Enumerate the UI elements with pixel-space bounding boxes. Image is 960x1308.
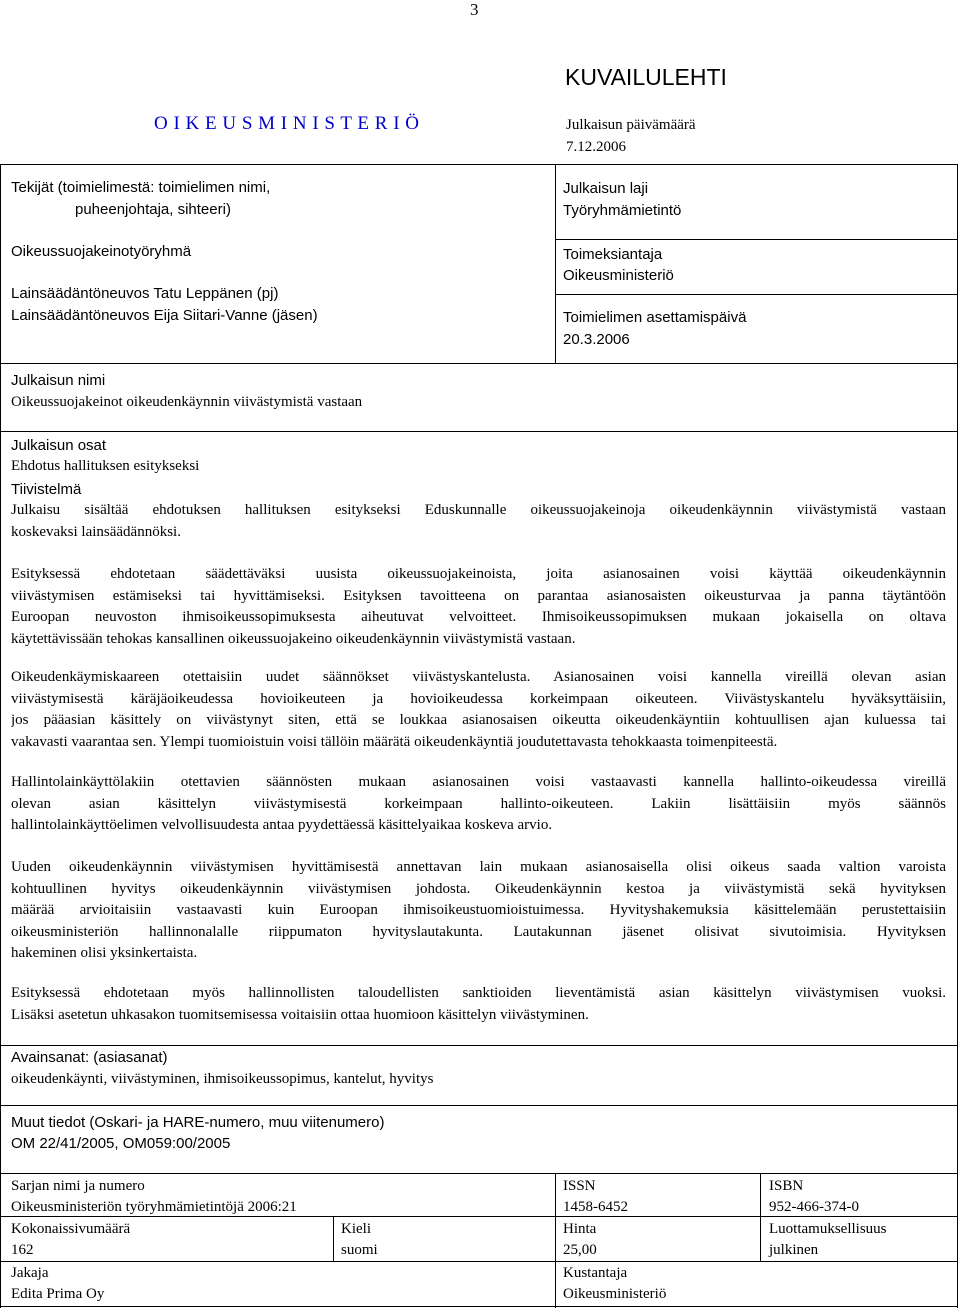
type-label: Julkaisun laji bbox=[563, 180, 649, 197]
abstract-line: käytettävissään tehokas kansallinen oikeussuojakeino oikeudenkäynnin viivästymistä vastaan. bbox=[11, 630, 576, 647]
rule-parts bbox=[0, 431, 958, 432]
doc-type-title: KUVAILULEHTI bbox=[565, 64, 727, 90]
rule-top bbox=[0, 164, 958, 165]
pub-date-label: Julkaisun päivämäärä bbox=[566, 117, 696, 133]
abstract-line: Esityksessä ehdotetaan myös hallinnollisten taloudellisten sanktioiden lieventämistä asian käsittelyn viivästymisen vuoksi. bbox=[11, 985, 946, 1001]
authors-member-2: Lainsäädäntöneuvos Eija Siitari-Vanne (jäsen) bbox=[11, 307, 318, 324]
keywords-value: oikeudenkäynti, viivästyminen, ihmisoikeussopimus, kantelut, hyvitys bbox=[11, 1071, 434, 1087]
abstract-paragraph-1 bbox=[11, 500, 946, 543]
ministry-title: O I K E U S M I N I S T E R I Ö bbox=[154, 113, 420, 134]
abstract-line: hakeminen olisi yksinkertaista. bbox=[11, 945, 198, 961]
page-number: 3 bbox=[470, 0, 479, 19]
type-value: Työryhmämietintö bbox=[563, 202, 682, 219]
abstract-line: viivästymisestä käräjäoikeudessa hovioikeuteen ja hovioikeudessa korkeimpaan oikeuteen. Viivästyskantelu hyväksyttäisiin, bbox=[11, 690, 946, 707]
abstract-line: hallintolainkäyttöelimen velvollisuudesta antaa pyydettäessä käsittelyaikaa koskeva arvio. bbox=[11, 817, 553, 833]
price-value: 25,00 bbox=[563, 1242, 597, 1258]
abstract-line: määrää arvioitaisiin vastaavasti kuin Euroopan ihmisoikeustuomioistuimessa. Hyvityshakemuksia käsittelemään perustettaisiin bbox=[11, 902, 946, 918]
rule-title bbox=[0, 363, 958, 364]
issn-label: ISSN bbox=[563, 1178, 596, 1194]
publisher-value: Oikeusministeriö bbox=[563, 1286, 667, 1302]
isbn-value: 952-466-374-0 bbox=[769, 1199, 859, 1215]
distributor-label: Jakaja bbox=[11, 1265, 49, 1281]
abstract-line: Euroopan neuvoston ihmisoikeussopimuksesta aiheutuvat velvoitteet. Ihmisoikeussopimuksen mukaan jokaisella on oltava bbox=[11, 609, 946, 625]
authors-body: Oikeussuojakeinotyöryhmä bbox=[11, 243, 192, 260]
abstract-line: Lisäksi asetetun uhkasakon tuomitsemisessa voitaisiin ottaa huomioon käsittelyn viivästyminen. bbox=[11, 1006, 589, 1023]
abstract-line: Esityksessä ehdotetaan säädettäväksi uusista oikeussuojakeinoista, joita asianosainen voisi käyttää oikeudenkäynnin bbox=[11, 566, 946, 582]
isbn-label: ISBN bbox=[769, 1178, 804, 1194]
rule-mid-top bbox=[555, 164, 556, 363]
abstract-paragraph-5 bbox=[11, 857, 946, 965]
commissioner-value: Oikeusministeriö bbox=[563, 267, 674, 284]
abstract-line: Julkaisu sisältää ehdotuksen hallituksen esitykseksi Eduskunnalle oikeussuojakeinoja oikeudenkäynnin viivästymistä vastaan bbox=[11, 502, 946, 518]
abstract-line: vakavasti vaarantaa sen. Ylempi tuomioistuin voisi tällöin määrätä oikeudenkäyntiä joudutettavasta tehokkaasta toimenpiteestä. bbox=[11, 733, 778, 750]
abstract-label: Tiivistelmä bbox=[11, 481, 82, 498]
keywords-label: Avainsanat: (asiasanat) bbox=[11, 1049, 168, 1066]
rule-footer-v2 bbox=[760, 1173, 761, 1261]
abstract-paragraph-2 bbox=[11, 564, 946, 650]
series-value: Oikeusministeriön työryhmämietintöjä 2006:21 bbox=[11, 1199, 297, 1215]
rule-footer-row3 bbox=[0, 1261, 958, 1262]
confidentiality-value: julkinen bbox=[769, 1242, 819, 1258]
rule-left bbox=[0, 164, 1, 1308]
other-value: OM 22/41/2005, OM059:00/2005 bbox=[11, 1135, 231, 1152]
other-label: Muut tiedot (Oskari- ja HARE-numero, muu viitenumero) bbox=[11, 1114, 385, 1131]
abstract-paragraph-6 bbox=[11, 983, 946, 1026]
language-value: suomi bbox=[341, 1242, 378, 1258]
rule-footer bbox=[0, 1173, 958, 1174]
distributor-value: Edita Prima Oy bbox=[11, 1286, 105, 1302]
abstract-line: koskevaksi lainsäädännöksi. bbox=[11, 523, 181, 540]
price-label: Hinta bbox=[563, 1221, 597, 1237]
commissioner-label: Toimeksiantaja bbox=[563, 246, 663, 263]
series-label: Sarjan nimi ja numero bbox=[11, 1178, 145, 1194]
abstract-line: jos pääasian käsittely on viivästynyt siten, että se loukkaa asianosaisen oikeutta oikeudenkäyntiin kohtuullisen ajan kuluessa tai bbox=[11, 712, 946, 728]
issn-value: 1458-6452 bbox=[563, 1199, 628, 1215]
rule-footer-v1 bbox=[555, 1173, 556, 1308]
abstract-line: viivästymisen estämiseksi tai hyvittämiseksi. Esityksen tavoitteena on parantaa asianosaisten oikeusturvaa ja panna täytäntöön bbox=[11, 587, 946, 604]
set-date-value: 20.3.2006 bbox=[563, 331, 630, 348]
rule-bottom bbox=[0, 1306, 958, 1307]
abstract-paragraph-3 bbox=[11, 667, 946, 753]
abstract-line: olevan asian käsittelyn viivästymisestä korkeimpaan hallinto-oikeuteen. Lakiin lisättäisiin myös säännös bbox=[11, 795, 946, 812]
confidentiality-label: Luottamuksellisuus bbox=[769, 1221, 887, 1237]
abstract-line: kohtuullinen hyvitys oikeudenkäynnin viivästymisen johdosta. Oikeudenkäynnin kestoa ja viivästymistä sekä hyvityksen bbox=[11, 880, 946, 897]
set-date-label: Toimielimen asettamispäivä bbox=[563, 309, 747, 326]
title-value: Oikeussuojakeinot oikeudenkäynnin viivästymistä vastaan bbox=[11, 394, 363, 410]
rule-other bbox=[0, 1105, 958, 1106]
rule-meta-1 bbox=[555, 239, 958, 240]
abstract-line: Oikeudenkäymiskaareen otettaisiin uudet säännökset viivästyskantelusta. Asianosainen voisi kannella vireillä olevan asian bbox=[11, 669, 946, 685]
language-label: Kieli bbox=[341, 1221, 371, 1237]
pages-value: 162 bbox=[11, 1242, 34, 1258]
abstract-paragraph-4 bbox=[11, 772, 946, 837]
title-label: Julkaisun nimi bbox=[11, 372, 106, 389]
authors-label-2: puheenjohtaja, sihteeri) bbox=[75, 201, 231, 218]
rule-footer-v3 bbox=[333, 1216, 334, 1261]
abstract-line: Uuden oikeudenkäynnin viivästymisen hyvittämisestä annettavan lain mukaan asianosaisella olisi oikeus saada valtion varoista bbox=[11, 859, 946, 875]
abstract-line: Hallintolainkäyttölakiin otettavien säännösten mukaan asianosainen voisi vastaavasti kannella hallinto-oikeudessa vireillä bbox=[11, 774, 946, 790]
authors-member-1: Lainsäädäntöneuvos Tatu Leppänen (pj) bbox=[11, 285, 279, 302]
rule-right bbox=[957, 164, 958, 1308]
pages-label: Kokonaissivumäärä bbox=[11, 1221, 131, 1237]
authors-label-1: Tekijät (toimielimestä: toimielimen nimi, bbox=[11, 179, 271, 196]
rule-keywords bbox=[0, 1045, 958, 1046]
abstract-line: oikeusministeriön hallinnonalalle riippumaton hyvityslautakunta. Lautakunnan jäsenet olisivat sivutoimisia. Hyvityksen bbox=[11, 923, 946, 940]
rule-meta-2 bbox=[555, 294, 958, 295]
pub-date-value: 7.12.2006 bbox=[566, 139, 626, 155]
publisher-label: Kustantaja bbox=[563, 1265, 628, 1281]
parts-value: Ehdotus hallituksen esitykseksi bbox=[11, 458, 200, 474]
parts-label: Julkaisun osat bbox=[11, 437, 107, 454]
